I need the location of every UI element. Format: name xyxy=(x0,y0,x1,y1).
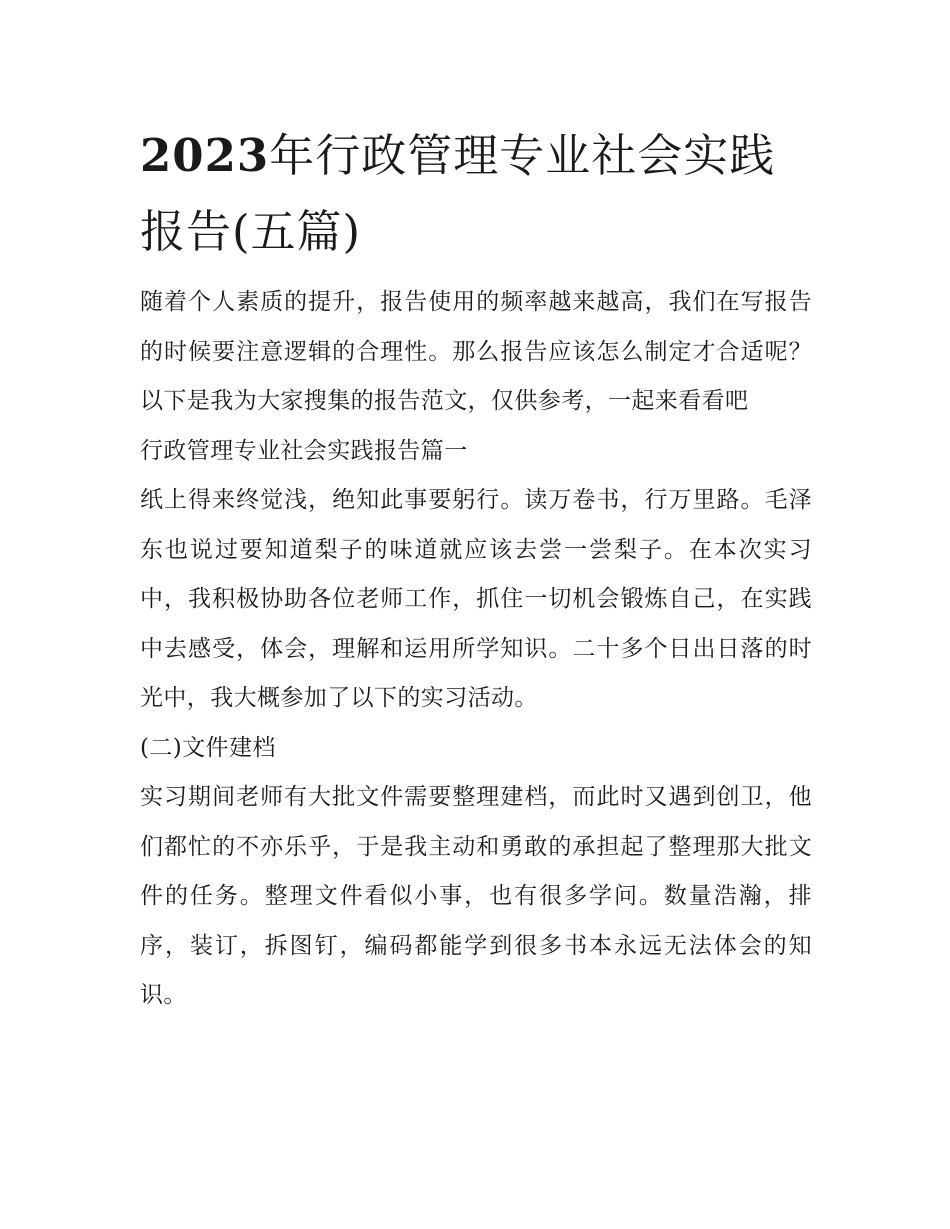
title-text: 年行政管理专业社会实践报告(五篇) xyxy=(140,129,776,258)
subsection-heading: (二)文件建档 xyxy=(140,734,276,761)
intro-paragraph: 随着个人素质的提升，报告使用的频率越来越高，我们在写报告的时候要注意逻辑的合理性。那么报告应该怎么制定才合适呢？以下是我为大家搜集的报告范文，仅供参考，一起来看看吧 xyxy=(140,289,812,414)
body-paragraph: 实习期间老师有大批文件需要整理建档，而此时又遇到创卫，他们都忙的不亦乐乎，于是我主动和勇敢的承担起了整理那大批文件的任务。整理文件看似小事，也有很多学问。数量浩瀚，排序，装订，拆图钉，编码都能学到很多书本永远无法体会的知识。 xyxy=(140,784,812,1008)
document-page xyxy=(140,118,812,1021)
document-title xyxy=(140,118,812,270)
section-heading: 行政管理专业社会实践报告篇一 xyxy=(140,437,468,464)
body-paragraph: 纸上得来终觉浅，绝知此事要躬行。读万卷书，行万里路。毛泽东也说过要知道梨子的味道就应该去尝一尝梨子。在本次实习中，我积极协助各位老师工作，抓住一切机会锻炼自己，在实践中去感受，体会，理解和运用所学知识。二十多个日出日落的时光中，我大概参加了以下的实习活动。 xyxy=(140,487,812,711)
title-year: 2023 xyxy=(140,129,270,182)
